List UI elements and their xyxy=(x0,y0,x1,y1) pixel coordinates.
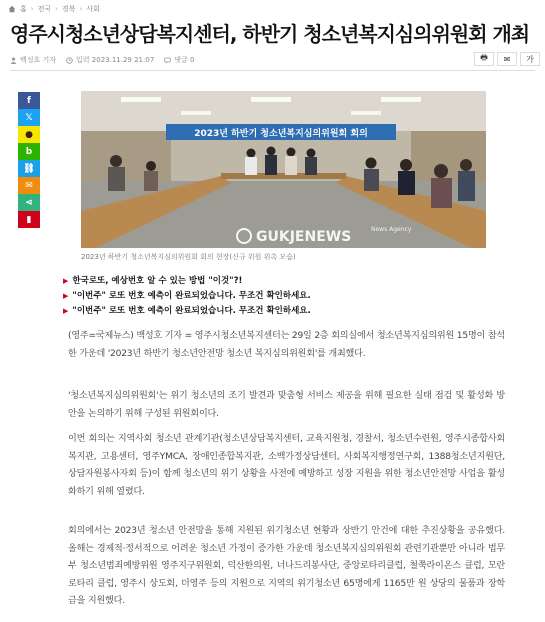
photo-caption: 2023년 하반기 청소년복지심의위원회 회의 현장(신규 위원 위촉 모습) xyxy=(81,253,296,261)
breadcrumb-home[interactable]: 홈 xyxy=(20,5,27,13)
person-icon xyxy=(10,57,17,64)
comment-icon xyxy=(164,57,171,64)
bookmark-button[interactable] xyxy=(18,211,40,228)
article-meta xyxy=(10,55,194,65)
article-paragraph: 이번 회의는 지역사회 청소년 관계기관(청소년상담복지센터, 교육지원청, 경찰서, 청소년수련원, 영주시종합사회복지관, 고용센터, 영주YMCA, 장애인종합복지관, 소백가정상담센터, 사회복지행정연구회, 1388청소년지원단, 상담자원봉사자회 등)이 함께 청소년의 위기 상황을 사전에 예방하고 성장 지원을 위한 청소년안전망 사업을 활성화하기 위해 열렸다. xyxy=(68,434,505,497)
bookmark-icon: ▮ xyxy=(26,214,32,225)
meeting-photo xyxy=(81,91,486,248)
print-button[interactable] xyxy=(474,52,494,66)
watermark: GUKJENEWS xyxy=(256,229,352,245)
breadcrumb-region[interactable]: 전국 xyxy=(37,5,52,13)
header-divider xyxy=(10,70,535,71)
twitter-share-button[interactable] xyxy=(18,109,40,126)
naver-band-share-button[interactable] xyxy=(18,143,40,160)
breadcrumb-separator: › xyxy=(79,5,83,13)
email-share-button[interactable] xyxy=(18,177,40,194)
mail-icon: ✉ xyxy=(503,54,511,64)
related-link-text[interactable]: "이번주" 로또 번호 예측이 완료되었습니다. 무조건 확인하세요. xyxy=(72,306,311,316)
article-tools xyxy=(474,52,540,66)
related-link[interactable] xyxy=(63,274,311,289)
kakaotalk-icon: ● xyxy=(25,129,33,140)
article-paragraph: 회의에서는 2023년 청소년 안전망을 통해 지원된 위기청소년 현황과 상반기 안건에 대한 추진상황을 공유했다. 올해는 경제적·정서적으로 어려운 청소년 가정이 증가한 가운데 청소년복지심의위원회 관련기관뿐만 아니라 법무부 청소년범죄예방위원 영주지구위원회, 덕산한의원, 너나드리봉사단, 중앙로타리클럽, 철쭉라이온스 클럽, 모란로타리 클럽, 영주시 상도회, 더영주 등의 지원으로 지역의 위기청소년 65명에게 1165만 원 상당의 물품과 장학금을 지원했다. xyxy=(68,526,505,607)
related-link-text[interactable]: "이번주" 로또 번호 예측이 완료되었습니다. 무조건 확인하세요. xyxy=(72,291,311,301)
share-icon: ⋖ xyxy=(25,197,33,208)
related-link[interactable] xyxy=(63,304,311,319)
link-icon: ⛓ xyxy=(23,163,35,174)
article-paragraph: '청소년복지심의위원회'는 위기 청소년의 조기 발견과 맞춤형 서비스 제공을 위해 필요한 실태 점검 및 활성화 방안을 논의하기 위해 구성된 위원회이다. xyxy=(68,391,505,419)
related-link-text[interactable]: 한국로또, 예상번호 알 수 있는 방법 "이것"?! xyxy=(72,276,243,286)
bullet-icon: ▶ xyxy=(63,307,69,315)
article-paragraph: (영주=국제뉴스) 백성호 기자 = 영주시청소년복지센터는 29일 2층 회의실에서 청소년복지심의위원 15명이 참석한 가운데 '2023년 하반기 청소년안전망 청소년 복지심의위원회'를 개최했다. xyxy=(68,331,505,359)
bullet-icon: ▶ xyxy=(63,292,69,300)
breadcrumb-separator: › xyxy=(55,5,58,13)
related-link[interactable] xyxy=(63,289,311,304)
font-size-button[interactable] xyxy=(520,52,540,66)
naver-band-icon: b xyxy=(25,146,33,157)
comment-count-text: 댓글 0 xyxy=(174,56,195,64)
author-name: 백성호 기자 xyxy=(20,56,57,64)
article-title: 영주시청소년상담복지센터, 하반기 청소년복지심의위원회 개최 xyxy=(10,22,530,46)
related-links xyxy=(63,274,311,319)
email-button[interactable] xyxy=(497,52,517,66)
font-size-icon: 가 xyxy=(526,54,534,64)
breadcrumb xyxy=(8,3,100,15)
copy-link-button[interactable] xyxy=(18,160,40,177)
print-icon: 🖶 xyxy=(480,53,488,62)
facebook-share-button[interactable] xyxy=(18,92,40,109)
home-icon[interactable] xyxy=(8,5,16,13)
publish-date-text: 입력 2023.11.29 21:07 xyxy=(76,56,155,64)
author xyxy=(10,55,56,65)
facebook-icon: f xyxy=(27,95,31,106)
share-bar xyxy=(18,92,40,228)
comment-count[interactable] xyxy=(164,55,194,65)
photo-banner-text: 2023년 하반기 청소년복지심의위원회 회의 xyxy=(194,129,368,139)
publish-date xyxy=(66,55,154,65)
breadcrumb-separator: › xyxy=(30,5,34,13)
breadcrumb-section[interactable]: 사회 xyxy=(86,5,100,13)
kakaotalk-share-button[interactable] xyxy=(18,126,40,143)
breadcrumb-province[interactable]: 경북 xyxy=(61,5,76,13)
watermark-sub: News Agency xyxy=(371,226,412,233)
twitter-icon: 𝕏 xyxy=(25,112,33,123)
article-photo[interactable] xyxy=(81,91,486,248)
share-button[interactable] xyxy=(18,194,40,211)
bullet-icon: ▶ xyxy=(63,277,69,285)
clock-icon xyxy=(66,57,73,64)
email-icon: ✉ xyxy=(25,180,33,191)
